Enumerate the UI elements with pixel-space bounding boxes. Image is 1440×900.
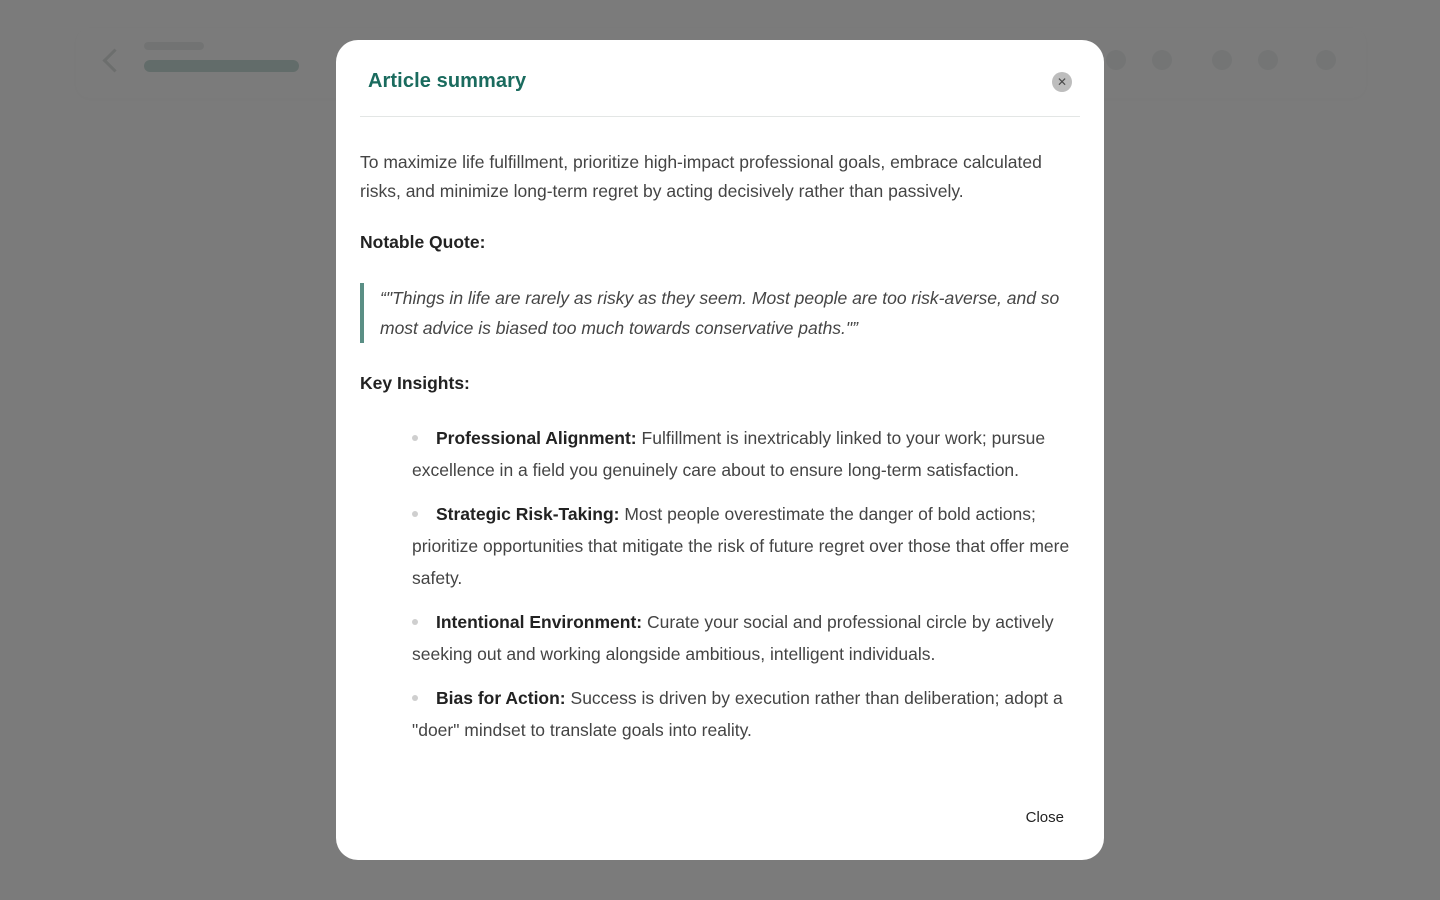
notable-quote: “"Things in life are rarely as risky as they seem. Most people are too risk-averse, and so most advice is biased too much towards conservative paths."”: [360, 283, 1080, 343]
key-insights-heading: Key Insights:: [360, 373, 470, 393]
notable-quote-heading: Notable Quote:: [360, 232, 486, 252]
insight-title: Bias for Action:: [436, 688, 566, 708]
insight-title: Intentional Environment:: [436, 612, 643, 632]
list-item: [412, 682, 1080, 746]
close-icon[interactable]: ✕: [1052, 72, 1072, 92]
modal-title: Article summary: [368, 70, 527, 92]
list-item: [412, 606, 1080, 670]
article-summary-dialog: [336, 40, 1104, 860]
bullet-icon: [412, 435, 418, 441]
insight-text: Curate your social and professional circle by actively seeking out and working alongside ambitious, intelligent individuals.: [412, 612, 1054, 664]
bullet-icon: [412, 511, 418, 517]
list-item: [412, 422, 1080, 486]
insight-text: Success is driven by execution rather than deliberation; adopt a "doer" mindset to translate goals into reality.: [412, 688, 1063, 740]
insight-title: Professional Alignment:: [436, 428, 637, 448]
insight-title: Strategic Risk-Taking:: [436, 504, 620, 524]
modal-body: [360, 148, 1080, 758]
close-button[interactable]: Close: [1025, 809, 1064, 826]
key-insights-list: [360, 422, 1080, 746]
bullet-icon: [412, 619, 418, 625]
list-item: [412, 498, 1080, 594]
summary-text: To maximize life fulfillment, prioritize high-impact professional goals, embrace calculated risks, and minimize long-term regret by acting decisively rather than passively.: [360, 152, 1042, 201]
bullet-icon: [412, 695, 418, 701]
insight-text: Fulfillment is inextricably linked to your work; pursue excellence in a field you genuinely care about to ensure long-term satisfaction.: [412, 428, 1046, 480]
modal-header: [360, 40, 1080, 117]
insight-text: Most people overestimate the danger of bold actions; prioritize opportunities that mitigate the risk of future regret over those that offer mere safety.: [412, 504, 1070, 588]
